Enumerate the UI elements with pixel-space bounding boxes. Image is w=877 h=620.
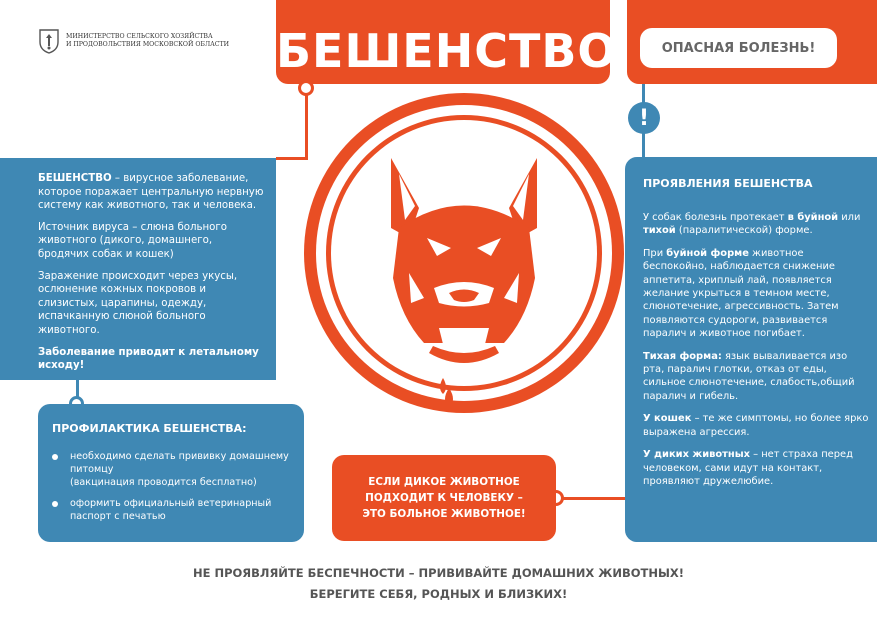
title-banner	[276, 0, 618, 84]
angry-dog-icon	[299, 88, 629, 418]
ministry-header	[38, 28, 229, 54]
symptoms-paragraph-5: У диких животных – нет страха перед человеком, сами идут на контакт, проявляют дружелюбие.	[643, 449, 853, 487]
symptoms-panel	[625, 157, 877, 542]
footer-line-2: БЕРЕГИТЕ СЕБЯ, РОДНЫХ И БЛИЗКИХ!	[309, 587, 568, 601]
exclamation-icon: !	[628, 102, 660, 134]
prophylaxis-title: ПРОФИЛАКТИКА БЕШЕНСТВА:	[52, 422, 247, 435]
symptoms-paragraph-4: У кошек – те же симптомы, но более ярко выражена агрессия.	[643, 413, 869, 438]
info-paragraph-4: Заболевание приводит к летальному исходу!	[38, 346, 259, 372]
danger-label: ОПАСНАЯ БОЛЕЗНЬ!	[661, 40, 816, 56]
symptoms-paragraph-1: У собак болезнь протекает в буйной или тихой (паралитической) форме.	[643, 212, 861, 237]
alert-text: ЕСЛИ ДИКОЕ ЖИВОТНОЕ ПОДХОДИТ К ЧЕЛОВЕКУ – ЭТО БОЛЬНОЕ ЖИВОТНОЕ!	[362, 476, 526, 520]
info-paragraph-2: Источник вируса – слюна больного животного (дикого, домашнего, бродячих собак и кошек)	[38, 221, 227, 260]
ministry-line-2: И ПРОДОВОЛЬСТВИЯ МОСКОВСКОЙ ОБЛАСТИ	[66, 41, 230, 48]
page-title: БЕШЕНСТВО	[276, 24, 618, 78]
info-panel	[0, 158, 276, 380]
symptoms-paragraph-3: Тихая форма: язык вываливается изо рта, паралич глотки, отказ от еды, сильное слюнотечение, слабость,общий паралич и гибель.	[643, 350, 855, 402]
footer-slogan	[0, 563, 877, 605]
ministry-line-1: МИНИСТЕРСТВО СЕЛЬСКОГО ХОЗЯЙСТВА	[66, 33, 213, 40]
info-paragraph-1: БЕШЕНСТВО – вирусное заболевание, которое поражает центральную нервную систему как животного, так и человека.	[38, 173, 264, 212]
symptoms-paragraph-2: При буйной форме животное беспокойно, наблюдается снижение аппетита, хриплый лай, появляется желание укрыться в темном месте, слюнотечение, агрессивность. Затем появляются судороги, развивается паралич и животное погибает.	[643, 247, 839, 340]
connector-line	[556, 497, 626, 500]
symptoms-title: ПРОЯВЛЕНИЯ БЕШЕНСТВА	[643, 177, 813, 190]
symptoms-text	[643, 211, 869, 497]
footer-line-1: НЕ ПРОЯВЛЯЙТЕ БЕСПЕЧНОСТИ – ПРИВИВАЙТЕ ДОМАШНИХ ЖИВОТНЫХ!	[192, 566, 685, 580]
info-paragraph-3: Заражение происходит через укусы, ослюнение кожных покровов и слизистых, царапины, одежду, испачканную слюной больного животного.	[38, 270, 238, 336]
prophylaxis-list	[52, 450, 292, 531]
coat-of-arms-icon	[38, 28, 60, 54]
danger-pill	[640, 28, 837, 68]
list-item: оформить официальный ветеринарный паспорт с печатью	[52, 497, 292, 523]
list-item: необходимо сделать прививку домашнему питомцу (вакцинация проводится бесплатно)	[52, 450, 292, 489]
alert-panel	[332, 455, 556, 541]
prophylaxis-panel	[38, 404, 304, 542]
